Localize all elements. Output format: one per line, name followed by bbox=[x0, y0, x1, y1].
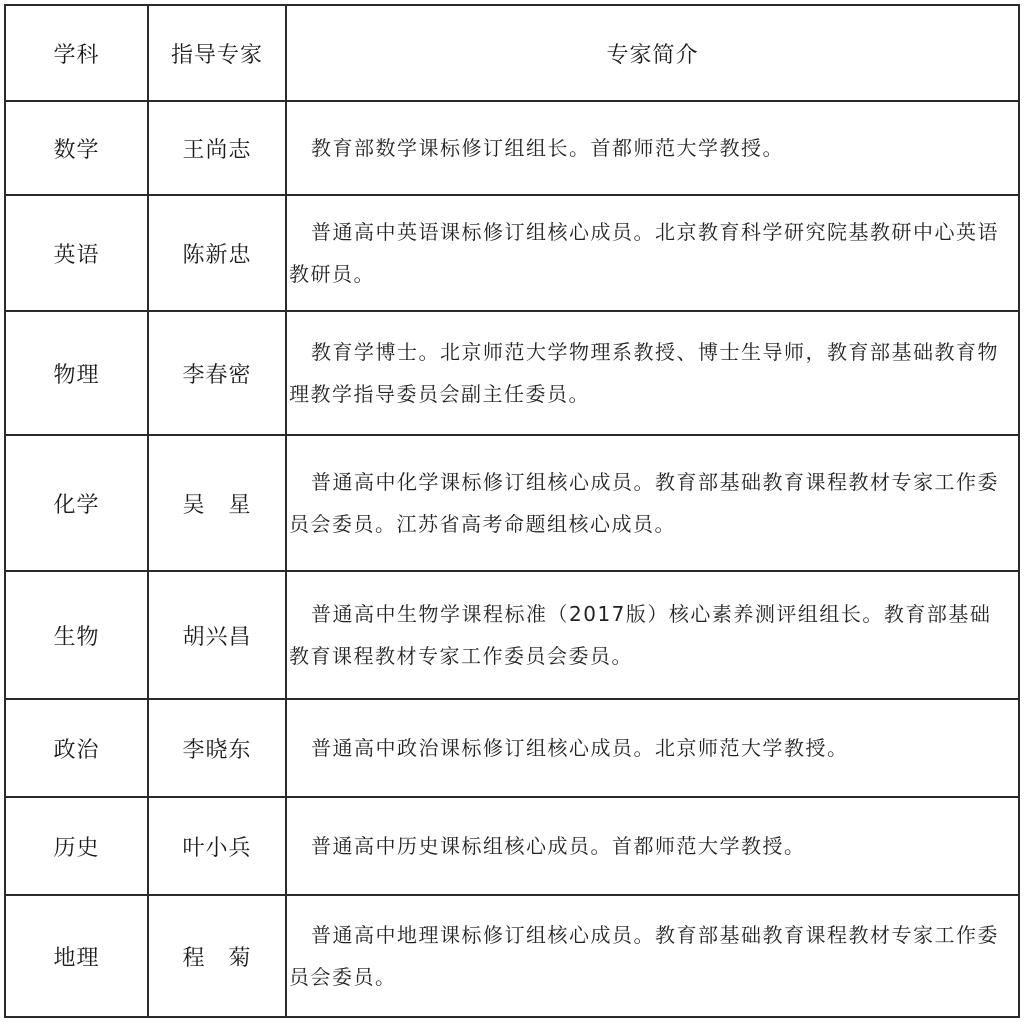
subject-cell: 数学 bbox=[5, 101, 148, 195]
table-row bbox=[5, 571, 1019, 699]
expert-cell: 李春密 bbox=[148, 311, 286, 435]
expert-cell: 叶小兵 bbox=[148, 797, 286, 895]
header-expert: 指导专家 bbox=[148, 5, 286, 101]
subject-cell: 生物 bbox=[5, 571, 148, 699]
table-row bbox=[5, 895, 1019, 1017]
subject-cell: 物理 bbox=[5, 311, 148, 435]
header-subject: 学科 bbox=[5, 5, 148, 101]
table-row bbox=[5, 797, 1019, 895]
table-row bbox=[5, 435, 1019, 571]
subject-cell: 政治 bbox=[5, 699, 148, 797]
expert-cell: 李晓东 bbox=[148, 699, 286, 797]
intro-cell: 普通高中化学课标修订组核心成员。教育部基础教育课程教材专家工作委员会委员。江苏省高考命题组核心成员。 bbox=[286, 435, 1019, 571]
expert-cell: 吴 星 bbox=[148, 435, 286, 571]
intro-cell: 普通高中英语课标修订组核心成员。北京教育科学研究院基教研中心英语教研员。 bbox=[286, 195, 1019, 311]
table-row bbox=[5, 195, 1019, 311]
subject-cell: 化学 bbox=[5, 435, 148, 571]
header-intro: 专家简介 bbox=[286, 5, 1019, 101]
table-row bbox=[5, 311, 1019, 435]
table-row bbox=[5, 101, 1019, 195]
intro-cell: 普通高中地理课标修订组核心成员。教育部基础教育课程教材专家工作委员会委员。 bbox=[286, 895, 1019, 1017]
subject-cell: 地理 bbox=[5, 895, 148, 1017]
intro-cell: 普通高中历史课标组核心成员。首都师范大学教授。 bbox=[286, 797, 1019, 895]
intro-cell: 普通高中生物学课程标准（2017版）核心素养测评组组长。教育部基础教育课程教材专家工作委员会委员。 bbox=[286, 571, 1019, 699]
intro-cell: 教育学博士。北京师范大学物理系教授、博士生导师，教育部基础教育物理教学指导委员会副主任委员。 bbox=[286, 311, 1019, 435]
table-row bbox=[5, 699, 1019, 797]
expert-cell: 陈新忠 bbox=[148, 195, 286, 311]
expert-cell: 胡兴昌 bbox=[148, 571, 286, 699]
table-header-row bbox=[5, 5, 1019, 101]
expert-table bbox=[4, 4, 1020, 1018]
intro-cell: 普通高中政治课标修订组核心成员。北京师范大学教授。 bbox=[286, 699, 1019, 797]
subject-cell: 英语 bbox=[5, 195, 148, 311]
subject-cell: 历史 bbox=[5, 797, 148, 895]
intro-cell: 教育部数学课标修订组组长。首都师范大学教授。 bbox=[286, 101, 1019, 195]
expert-cell: 王尚志 bbox=[148, 101, 286, 195]
expert-cell: 程 菊 bbox=[148, 895, 286, 1017]
